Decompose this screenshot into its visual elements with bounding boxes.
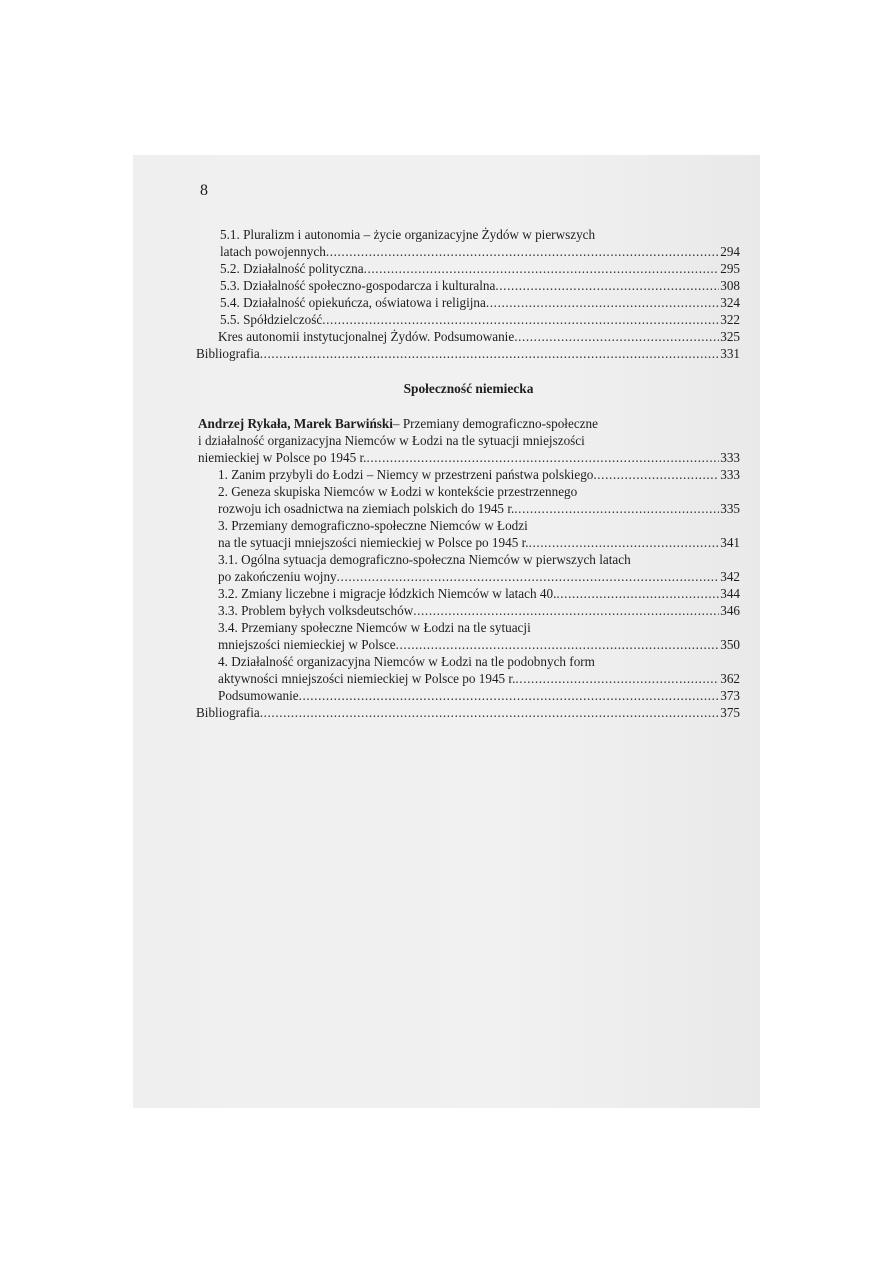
toc-entry-text: mniejszości niemieckiej w Polsce: [218, 637, 396, 652]
toc-page-number: 346: [720, 603, 740, 618]
toc-entry-text: 3.2. Zmiany liczebne i migracje łódzkich Niemców w latach 40.: [218, 586, 557, 601]
chapter-title-line: [198, 415, 740, 432]
toc-line: [218, 534, 740, 551]
toc-page-number: 324: [720, 295, 740, 310]
toc-page-number: 335: [720, 501, 740, 516]
chapter-title-line: [198, 432, 740, 449]
leader-dots: [366, 449, 719, 466]
toc-entry-text: po zakończeniu wojny: [218, 569, 337, 584]
toc-entry-text: 5.4. Działalność opiekuńcza, oświatowa i religijna: [220, 295, 486, 310]
toc-entry-text: 3. Przemiany demograficzno-społeczne Niemców w Łodzi: [218, 518, 528, 533]
toc-page-number: 375: [720, 705, 740, 720]
chapter-title: i działalność organizacyjna Niemców w Łodzi na tle sytuacji mniejszości: [198, 433, 585, 448]
toc-entry-text: 5.5. Spółdzielczość: [220, 312, 323, 327]
leader-dots: [514, 328, 719, 345]
page-number: 8: [200, 182, 208, 199]
leader-dots: [495, 277, 719, 294]
toc-line: [220, 277, 740, 294]
leader-dots: [364, 260, 720, 277]
toc-line: [220, 294, 740, 311]
toc-entry-text: Kres autonomii instytucjonalnej Żydów. Podsumowanie: [218, 329, 515, 344]
toc-entry-text: 3.1. Ogólna sytuacja demograficzno-społeczna Niemców w pierwszych latach: [218, 552, 631, 567]
toc-line: [218, 517, 718, 534]
leader-dots: [260, 704, 719, 721]
leader-dots: [556, 585, 719, 602]
toc-line: [218, 636, 740, 653]
toc-line: [218, 619, 718, 636]
toc-line: [220, 243, 740, 260]
toc-page-number: 344: [720, 586, 740, 601]
toc-entry-text: Podsumowanie: [218, 688, 299, 703]
leader-dots: [486, 294, 719, 311]
toc-line: [218, 687, 740, 704]
toc-entry-text: 3.3. Problem byłych volksdeutschów: [218, 603, 414, 618]
leader-dots: [593, 466, 719, 483]
toc-page-number: 331: [720, 346, 740, 361]
toc-entry-text: 5.2. Działalność polityczna: [220, 261, 364, 276]
toc-page-number: 322: [720, 312, 740, 327]
toc-page-number: 308: [720, 278, 740, 293]
toc-line: [218, 500, 740, 517]
leader-dots: [515, 670, 719, 687]
toc-page-number: 341: [720, 535, 740, 550]
toc-line: [218, 328, 740, 345]
toc-line: [218, 466, 740, 483]
leader-dots: [396, 636, 720, 653]
toc-line: [218, 602, 740, 619]
leader-dots: [322, 311, 719, 328]
toc-page-number: 342: [720, 569, 740, 584]
leader-dots: [413, 602, 719, 619]
leader-dots: [260, 345, 719, 362]
toc-entry-text: 1. Zanim przybyli do Łodzi – Niemcy w przestrzeni państwa polskiego: [218, 467, 594, 482]
leader-dots: [326, 243, 719, 260]
chapter-authors: Andrzej Rykała, Marek Barwiński: [198, 416, 393, 431]
toc-line: [218, 670, 740, 687]
toc-entry-text: 2. Geneza skupiska Niemców w Łodzi w kontekście przestrzennego: [218, 484, 578, 499]
toc-page-number: 373: [720, 688, 740, 703]
section-heading: Społeczność niemiecka: [403, 381, 534, 396]
toc-line: [218, 568, 740, 585]
toc-page-number: 295: [720, 261, 740, 276]
chapter-title: niemieckiej w Polsce po 1945 r.: [198, 450, 367, 465]
toc-line: [218, 653, 718, 670]
toc-entry-text: 5.1. Pluralizm i autonomia – życie organizacyjne Żydów w pierwszych: [220, 227, 596, 242]
toc-entry-text: 3.4. Przemiany społeczne Niemców w Łodzi na tle sytuacji: [218, 620, 531, 635]
toc-page-number: 362: [720, 671, 740, 686]
toc-line: [196, 704, 740, 721]
toc-entry-text: aktywności mniejszości niemieckiej w Polsce po 1945 r.: [218, 671, 516, 686]
toc-line: [218, 551, 740, 568]
toc-entry-text: na tle sytuacji mniejszości niemieckiej w Polsce po 1945 r.: [218, 535, 529, 550]
toc-entry-text: Bibliografia: [196, 346, 260, 361]
toc-page-number: 333: [720, 450, 740, 465]
toc-page-number: 333: [720, 467, 740, 482]
toc-entry-text: latach powojennych: [220, 244, 326, 259]
toc-entry-text: rozwoju ich osadnictwa na ziemiach polskich do 1945 r.: [218, 501, 515, 516]
toc-page-number: 294: [720, 244, 740, 259]
toc-line: [220, 311, 740, 328]
chapter-title-line: [198, 449, 740, 466]
leader-dots: [529, 534, 720, 551]
toc-line: [220, 226, 720, 243]
toc-entry-text: Bibliografia: [196, 705, 260, 720]
chapter-title: – Przemiany demograficzno-społeczne: [392, 416, 598, 431]
toc-line: [196, 345, 740, 362]
toc-page-number: 350: [720, 637, 740, 652]
toc-entry-text: 5.3. Działalność społeczno-gospodarcza i kulturalna: [220, 278, 496, 293]
toc-page-number: 325: [720, 329, 740, 344]
toc-line: [218, 483, 718, 500]
toc-line: [218, 585, 740, 602]
leader-dots: [299, 687, 720, 704]
leader-dots: [337, 568, 720, 585]
toc-entry-text: 4. Działalność organizacyjna Niemców w Łodzi na tle podobnych form: [218, 654, 595, 669]
toc-line: [220, 260, 740, 277]
leader-dots: [514, 500, 719, 517]
